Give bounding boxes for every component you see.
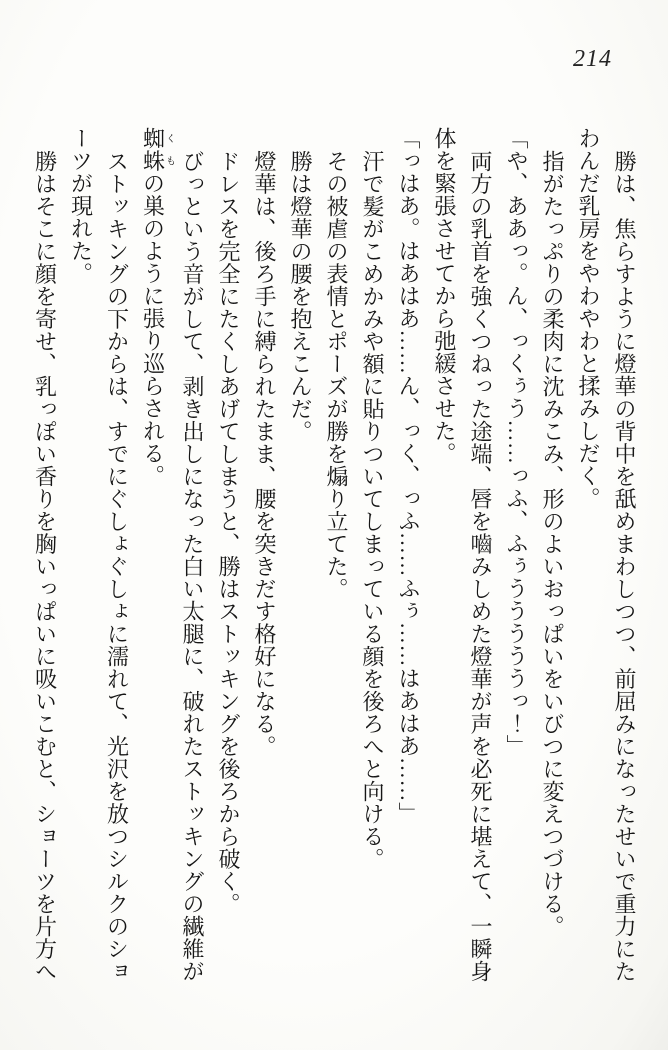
- text-line: 「っはあ。はあはあ……ん、っく、っふ……ふぅ……はあはあ……」: [396, 127, 421, 825]
- text-line: ーツが現れた。: [68, 127, 94, 285]
- text-line: 汗で髪がこめかみや額に貼りついてしまっている顔を後ろへと向ける。: [360, 149, 385, 870]
- text-line: 指がたっぷりの柔肉に沈みこみ、形のよいおっぱいをいびつに変えつづける。: [540, 149, 565, 937]
- text-line: ドレスを完全にたくしあげてしまうと、勝はストッキングを後ろから破く。: [216, 149, 241, 915]
- text-line: 蜘蛛くもの巣のように張り巡らされる。: [140, 127, 175, 487]
- text-line: 「や、ああっ。ん、っくぅう……っふ、ふぅうううううっ！」: [504, 127, 529, 757]
- text-line: びっという音がして、剥き出しになった白い太腿に、破れたストッキングの繊維が: [180, 149, 205, 982]
- text-line: 勝は燈華の腰を抱えこんだ。: [288, 149, 313, 442]
- text-line: 勝はそこに顔を寄せ、乳っぽい香りを胸いっぱいに吸いこむと、ショーツを片方へ: [32, 149, 58, 982]
- text-block: [26, 127, 642, 989]
- text-line: 体を緊張させてから弛緩させた。: [432, 127, 457, 465]
- text-line: 両方の乳首を強くつねった途端、唇を嚙みしめた燈華が声を必死に堪えて、一瞬身: [468, 149, 493, 982]
- text-line: その被虐の表情とポーズが勝を煽り立てた。: [324, 149, 349, 600]
- text-line: ストッキングの下からは、すでにぐしょぐしょに濡れて、光沢を放つシルクのショ: [104, 149, 130, 982]
- page-number: 214: [573, 46, 612, 72]
- ruby-annotated-word: 蜘蛛くも: [140, 127, 175, 172]
- text-line: 勝は、焦らすように燈華の背中を舐めまわしつつ、前屈みになったせいで重力にた: [612, 149, 637, 982]
- text-line: わんだ乳房をやわやわと揉みしだく。: [576, 127, 601, 510]
- text-line: 燈華は、後ろ手に縛られたまま、腰を突きだす格好になる。: [252, 149, 277, 757]
